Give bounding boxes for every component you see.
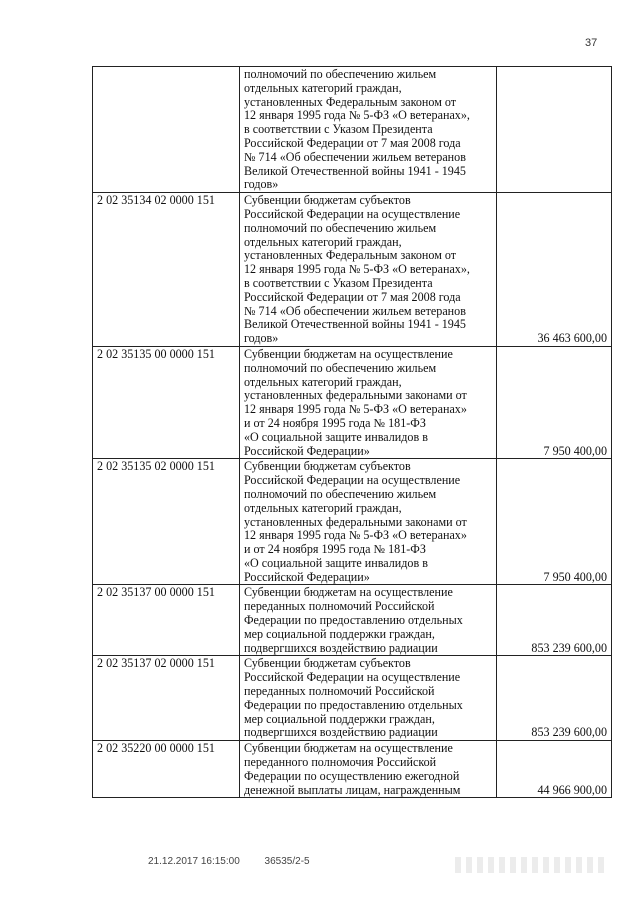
classification-code: 2 02 35135 00 0000 151	[93, 346, 240, 458]
revenue-name-line: отдельных категорий граждан,	[244, 80, 402, 95]
revenue-name-line: Российской Федерации»	[244, 443, 370, 458]
page-footer	[148, 856, 332, 867]
faded-scan-mark	[455, 857, 605, 873]
revenue-name-line: Субвенции бюджетам субъектов	[244, 193, 411, 208]
budget-table-body	[93, 67, 612, 798]
revenue-name-line: Федерации по осуществлению ежегодной	[244, 768, 460, 783]
revenue-name-line: «О социальной защите инвалидов в	[244, 429, 428, 444]
amount-value: 853 239 600,00	[497, 656, 612, 741]
revenue-name-line: подвергшихся воздействию радиации	[244, 725, 438, 740]
footer-doc-id: 36535/2-5	[264, 856, 310, 867]
revenue-name-line: полномочий по обеспечению жильем	[244, 67, 437, 81]
revenue-name-line: 12 января 1995 года № 5-ФЗ «О ветеранах»	[244, 402, 467, 417]
revenue-name-line: отдельных категорий граждан,	[244, 374, 402, 389]
revenue-name-line: № 714 «Об обеспечении жильем ветеранов	[244, 149, 466, 164]
revenue-name-line: 12 января 1995 года № 5-ФЗ «О ветеранах»,	[244, 262, 470, 277]
revenue-name-line: Федерации по предоставлению отдельных	[244, 613, 463, 628]
table-row	[93, 346, 612, 458]
budget-table	[92, 66, 612, 798]
classification-code: 2 02 35137 00 0000 151	[93, 585, 240, 656]
revenue-name-line: отдельных категорий граждан,	[244, 500, 402, 515]
revenue-name-line: установленных Федеральным законом от	[244, 248, 457, 263]
classification-code: 2 02 35135 02 0000 151	[93, 459, 240, 585]
revenue-name-line: установленных федеральными законами от	[244, 514, 467, 529]
amount-value: 36 463 600,00	[497, 193, 612, 347]
revenue-name-line: 12 января 1995 года № 5-ФЗ «О ветеранах»	[244, 528, 467, 543]
revenue-name-line: № 714 «Об обеспечении жильем ветеранов	[244, 303, 466, 318]
revenue-name-line: отдельных категорий граждан,	[244, 234, 402, 249]
revenue-name-line: и от 24 ноября 1995 года № 181-ФЗ	[244, 542, 426, 557]
revenue-name-line: переданных полномочий Российской	[244, 684, 435, 699]
table-row	[93, 656, 612, 741]
revenue-name-line: Российской Федерации»	[244, 569, 370, 584]
amount-value: 7 950 400,00	[497, 346, 612, 458]
revenue-name-line: годов»	[244, 331, 279, 346]
amount-value	[497, 67, 612, 193]
revenue-name-line: в соответствии с Указом Президента	[244, 122, 433, 137]
revenue-name-line: и от 24 ноября 1995 года № 181-ФЗ	[244, 415, 426, 430]
revenue-name-line: Российской Федерации на осуществление	[244, 473, 461, 488]
revenue-name-line: Субвенции бюджетам на осуществление	[244, 585, 453, 600]
revenue-name-line: Великой Отечественной войны 1941 - 1945	[244, 317, 466, 332]
revenue-name	[240, 741, 497, 798]
revenue-name-line: Российской Федерации на осуществление	[244, 206, 461, 221]
table-row	[93, 67, 612, 193]
revenue-name	[240, 585, 497, 656]
table-row	[93, 741, 612, 798]
revenue-name-line: Субвенции бюджетам на осуществление	[244, 741, 453, 756]
revenue-name	[240, 67, 497, 193]
revenue-name-line: «О социальной защите инвалидов в	[244, 555, 428, 570]
page-number: 37	[585, 37, 598, 49]
revenue-name	[240, 346, 497, 458]
revenue-name-line: Субвенции бюджетам субъектов	[244, 656, 411, 671]
revenue-name-line: полномочий по обеспечению жильем	[244, 486, 437, 501]
revenue-name	[240, 656, 497, 741]
classification-code: 2 02 35137 02 0000 151	[93, 656, 240, 741]
revenue-name-line: Субвенции бюджетам субъектов	[244, 459, 411, 474]
revenue-name-line: Российской Федерации от 7 мая 2008 года	[244, 289, 461, 304]
revenue-name-line: Российской Федерации от 7 мая 2008 года	[244, 135, 461, 150]
amount-value: 853 239 600,00	[497, 585, 612, 656]
revenue-name-line: Субвенции бюджетам на осуществление	[244, 346, 453, 361]
classification-code: 2 02 35134 02 0000 151	[93, 193, 240, 347]
revenue-name	[240, 193, 497, 347]
footer-timestamp: 21.12.2017 16:15:00	[148, 856, 240, 867]
revenue-name-line: 12 января 1995 года № 5-ФЗ «О ветеранах»,	[244, 108, 470, 123]
revenue-name-line: установленных Федеральным законом от	[244, 94, 457, 109]
revenue-name-line: Федерации по предоставлению отдельных	[244, 697, 463, 712]
revenue-name-line: подвергшихся воздействию радиации	[244, 640, 438, 655]
revenue-name	[240, 459, 497, 585]
revenue-name-line: Российской Федерации на осуществление	[244, 670, 461, 685]
table-row	[93, 585, 612, 656]
revenue-name-line: установленных федеральными законами от	[244, 388, 467, 403]
revenue-name-line: мер социальной поддержки граждан,	[244, 711, 435, 726]
revenue-name-line: Великой Отечественной войны 1941 - 1945	[244, 163, 466, 178]
revenue-name-line: мер социальной поддержки граждан,	[244, 626, 435, 641]
revenue-name-line: годов»	[244, 177, 279, 192]
revenue-name-line: в соответствии с Указом Президента	[244, 275, 433, 290]
table-row	[93, 193, 612, 347]
revenue-name-line: полномочий по обеспечению жильем	[244, 360, 437, 375]
classification-code: 2 02 35220 00 0000 151	[93, 741, 240, 798]
revenue-name-line: переданного полномочия Российской	[244, 755, 437, 770]
classification-code	[93, 67, 240, 193]
revenue-name-line: денежной выплаты лицам, награжденным	[244, 782, 461, 797]
amount-value: 7 950 400,00	[497, 459, 612, 585]
revenue-name-line: полномочий по обеспечению жильем	[244, 220, 437, 235]
table-row	[93, 459, 612, 585]
amount-value: 44 966 900,00	[497, 741, 612, 798]
revenue-name-line: переданных полномочий Российской	[244, 599, 435, 614]
